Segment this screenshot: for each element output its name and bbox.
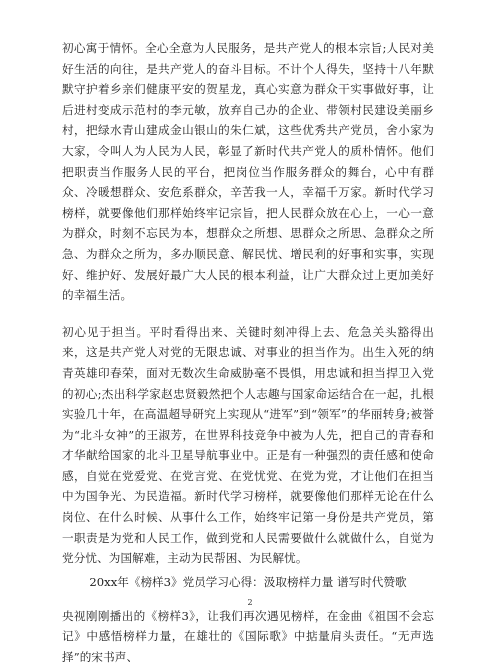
paragraph-responsibility: 初心见于担当。平时看得出来、关键时刻冲得上去、危急关头豁得出来，这是共产党人对党的无限忠诚、对事业的担当作为。出生入死的纳青英雄印春荣，面对无数次生命威胁毫不畏惧，用忠诚和担当捍卫入党的初心;杰出科学家赵忠贤毅然把个人志趣与国家命运结合在一起，扎根实验几十年，在高温超导研究上实现从“进军”到“领军”的华丽转身;被誉为“北斗女神”的王淑芳，在世界科技竞争中被为人先，把自己的青春和才华献给国家的北斗卫星导航事业中。正是有一种强烈的责任感和使命感，自觉在党爱党、在党言党、在党忧党、在党为党，才让他们在担当中为国争光、为民造福。新时代学习榜样，就要像他们那样无论在什么岗位、在什么时候、从事什么工作，始终牢记第一身份是共产党员，第一职责是为党和人民工作，做到党和人民需要做什么就做什么，自觉为党分忧、为国解难，主动为民帮困、为民解忧。 (62, 324, 434, 566)
paragraph-care: 初心寓于情怀。全心全意为人民服务，是共产党人的根本宗旨;人民对美好生活的向往，是共产党人的奋斗目标。不计个人得失，坚持十八年默默守护着乡亲们健康平安的贺星龙，真心实意为群众干实事做好事，让后进村变成示范村的李元敏，放弃自己办的企业、带领村民建设美丽乡村，把绿水青山建成金山银山的朱仁斌，这些优秀共产党员，舍小家为大家，令叫人为人民为人民，彰显了新时代共产党人的质朴情怀。他们把职责当作服务人民的平台，把岗位当作服务群众的舞台，心中有群众、冷暖想群众、安危系群众，辛苦我一人，幸福千万家。新时代学习榜样，就要像他们那样始终牢记宗旨，把人民群众放在心上，一心一意为群众，时刻不忘民为本，想群众之所想、思群众之所思、急群众之所急、为群众之所为，多办顺民意、解民忧、增民利的好事和实事，实现好、维护好、发展好最广大人民的根本利益，让广大群众过上更加美好的幸福生活。 (62, 41, 434, 303)
document-body (62, 38, 434, 668)
paragraph-intro: 央视刚刚播出的《榜样3》，让我们再次遇见榜样，在金曲《祖国不会忘记》中感悟榜样力量，在雄壮的《国际歌》中掂量肩头责任。“无声选择”的宋书声、 (62, 608, 434, 665)
paragraph-spacer (62, 306, 434, 322)
page-number: 2 (247, 598, 253, 607)
article-title: 20xx年《榜样3》党员学习心得：汲取榜样力量 谱写时代赞歌 (89, 574, 407, 589)
